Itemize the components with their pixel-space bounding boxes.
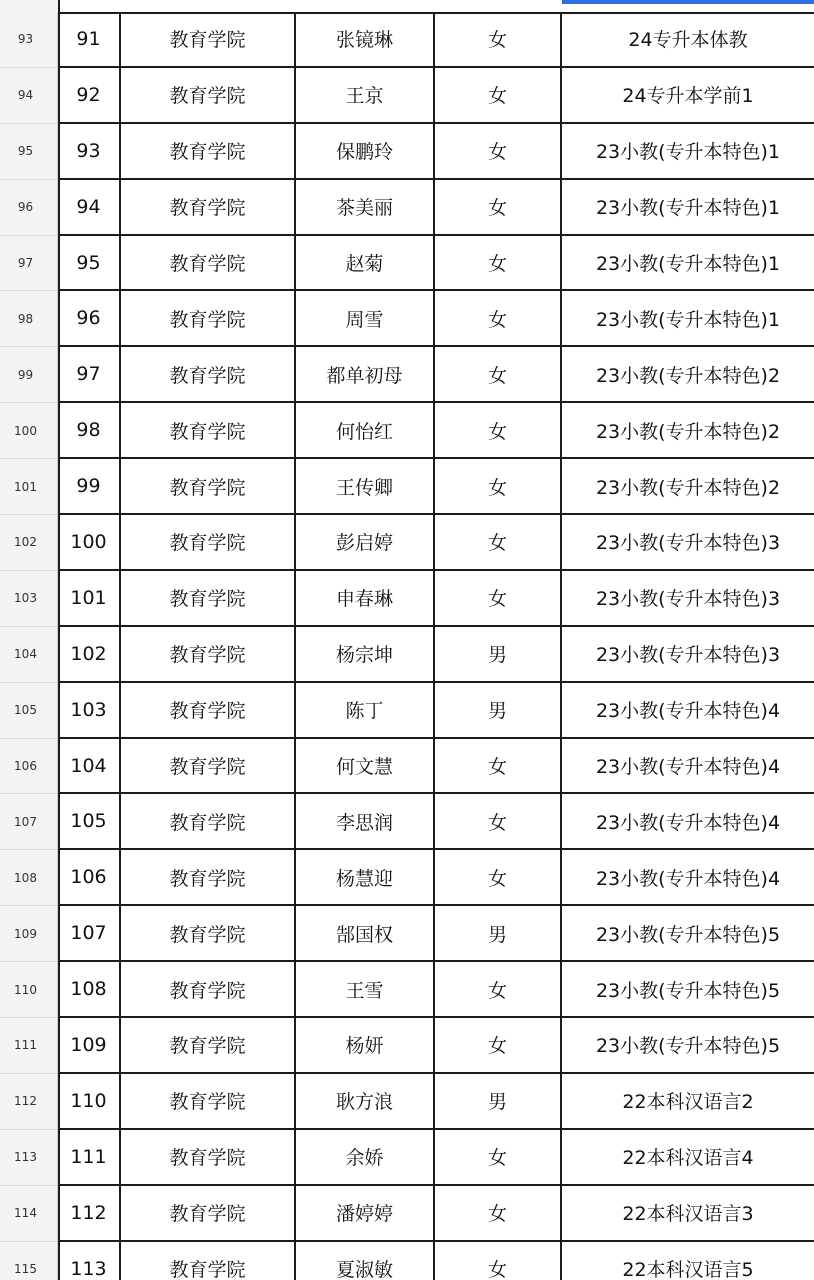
- row-number-header[interactable]: 102: [0, 515, 58, 571]
- row-number-header[interactable]: 112: [0, 1074, 58, 1130]
- gender-cell[interactable]: 女: [435, 515, 562, 571]
- class-cell[interactable]: 24专升本体教: [562, 12, 814, 68]
- row-number-header[interactable]: 109: [0, 906, 58, 962]
- gender-cell[interactable]: 女: [435, 1018, 562, 1074]
- name-cell[interactable]: 余娇: [296, 1130, 435, 1186]
- college-cell[interactable]: 教育学院: [121, 850, 296, 906]
- seq-cell[interactable]: 99: [58, 459, 121, 515]
- gender-cell[interactable]: 女: [435, 347, 562, 403]
- row-number-header[interactable]: 106: [0, 739, 58, 795]
- name-cell[interactable]: 郜国权: [296, 906, 435, 962]
- gender-cell[interactable]: 女: [435, 124, 562, 180]
- gender-cell[interactable]: 女: [435, 12, 562, 68]
- name-cell[interactable]: 何文慧: [296, 739, 435, 795]
- gender-cell[interactable]: 女: [435, 850, 562, 906]
- seq-cell[interactable]: 103: [58, 683, 121, 739]
- name-cell[interactable]: 夏淑敏: [296, 1242, 435, 1280]
- class-cell[interactable]: 23小教(专升本特色)4: [562, 739, 814, 795]
- table-row[interactable]: [0, 683, 814, 739]
- table-row[interactable]: [0, 1074, 814, 1130]
- seq-cell[interactable]: 101: [58, 571, 121, 627]
- seq-cell[interactable]: 92: [58, 68, 121, 124]
- name-cell[interactable]: 彭启婷: [296, 515, 435, 571]
- table-row[interactable]: [0, 291, 814, 347]
- row-number-header[interactable]: 101: [0, 459, 58, 515]
- gender-cell[interactable]: 女: [435, 962, 562, 1018]
- seq-cell[interactable]: 105: [58, 794, 121, 850]
- class-cell[interactable]: 23小教(专升本特色)3: [562, 627, 814, 683]
- table-row[interactable]: [0, 1130, 814, 1186]
- class-cell[interactable]: 23小教(专升本特色)4: [562, 850, 814, 906]
- class-cell[interactable]: 22本科汉语言4: [562, 1130, 814, 1186]
- seq-cell[interactable]: 107: [58, 906, 121, 962]
- gender-cell[interactable]: 男: [435, 627, 562, 683]
- college-cell[interactable]: 教育学院: [121, 403, 296, 459]
- class-cell[interactable]: 23小教(专升本特色)1: [562, 236, 814, 292]
- seq-cell[interactable]: 94: [58, 180, 121, 236]
- row-number-header[interactable]: 100: [0, 403, 58, 459]
- row-number-header[interactable]: 115: [0, 1242, 58, 1280]
- college-cell[interactable]: 教育学院: [121, 906, 296, 962]
- corner-cell[interactable]: [0, 0, 59, 12]
- class-cell[interactable]: 23小教(专升本特色)5: [562, 906, 814, 962]
- seq-cell[interactable]: 110: [58, 1074, 121, 1130]
- row-number-header[interactable]: 98: [0, 291, 58, 347]
- name-cell[interactable]: 申春琳: [296, 571, 435, 627]
- name-cell[interactable]: 赵菊: [296, 236, 435, 292]
- table-left-border: [58, 0, 60, 1280]
- class-cell[interactable]: 23小教(专升本特色)1: [562, 124, 814, 180]
- seq-cell[interactable]: 102: [58, 627, 121, 683]
- college-cell[interactable]: 教育学院: [121, 236, 296, 292]
- row-number-header[interactable]: 99: [0, 347, 58, 403]
- seq-cell[interactable]: 91: [58, 12, 121, 68]
- row-number-header[interactable]: 108: [0, 850, 58, 906]
- table-row[interactable]: [0, 459, 814, 515]
- college-cell[interactable]: 教育学院: [121, 571, 296, 627]
- table-body: [0, 12, 814, 1280]
- table-row[interactable]: [0, 906, 814, 962]
- row-number-header[interactable]: 94: [0, 68, 58, 124]
- class-cell[interactable]: 22本科汉语言2: [562, 1074, 814, 1130]
- table-row[interactable]: [0, 1242, 814, 1280]
- class-cell[interactable]: 24专升本学前1: [562, 68, 814, 124]
- seq-cell[interactable]: 111: [58, 1130, 121, 1186]
- table-row[interactable]: [0, 180, 814, 236]
- row-number-header[interactable]: 104: [0, 627, 58, 683]
- college-cell[interactable]: 教育学院: [121, 962, 296, 1018]
- name-cell[interactable]: 杨妍: [296, 1018, 435, 1074]
- college-cell[interactable]: 教育学院: [121, 1074, 296, 1130]
- class-cell[interactable]: 22本科汉语言3: [562, 1186, 814, 1242]
- gender-cell[interactable]: 女: [435, 794, 562, 850]
- table-row[interactable]: [0, 962, 814, 1018]
- gender-cell[interactable]: 男: [435, 683, 562, 739]
- gender-cell[interactable]: 男: [435, 906, 562, 962]
- seq-cell[interactable]: 97: [58, 347, 121, 403]
- class-cell[interactable]: 23小教(专升本特色)1: [562, 180, 814, 236]
- name-cell[interactable]: 何怡红: [296, 403, 435, 459]
- row-number-header[interactable]: 96: [0, 180, 58, 236]
- class-cell[interactable]: 23小教(专升本特色)4: [562, 683, 814, 739]
- seq-cell[interactable]: 112: [58, 1186, 121, 1242]
- college-cell[interactable]: 教育学院: [121, 627, 296, 683]
- name-cell[interactable]: 都单初母: [296, 347, 435, 403]
- table-row[interactable]: [0, 236, 814, 292]
- college-cell[interactable]: 教育学院: [121, 1130, 296, 1186]
- name-cell[interactable]: 杨宗坤: [296, 627, 435, 683]
- row-number-header[interactable]: 111: [0, 1018, 58, 1074]
- college-cell[interactable]: 教育学院: [121, 68, 296, 124]
- name-cell[interactable]: 保鹏玲: [296, 124, 435, 180]
- college-cell[interactable]: 教育学院: [121, 347, 296, 403]
- gender-cell[interactable]: 男: [435, 1074, 562, 1130]
- table-row[interactable]: [0, 627, 814, 683]
- gender-cell[interactable]: 女: [435, 459, 562, 515]
- table-row[interactable]: [0, 124, 814, 180]
- college-cell[interactable]: 教育学院: [121, 683, 296, 739]
- college-cell[interactable]: 教育学院: [121, 124, 296, 180]
- college-cell[interactable]: 教育学院: [121, 1242, 296, 1280]
- table-row[interactable]: [0, 1018, 814, 1074]
- gender-cell[interactable]: 女: [435, 1242, 562, 1280]
- class-cell[interactable]: 23小教(专升本特色)1: [562, 291, 814, 347]
- class-cell[interactable]: 23小教(专升本特色)5: [562, 1018, 814, 1074]
- name-cell[interactable]: 杨慧迎: [296, 850, 435, 906]
- class-cell[interactable]: 22本科汉语言5: [562, 1242, 814, 1280]
- name-cell[interactable]: 王雪: [296, 962, 435, 1018]
- seq-cell[interactable]: 93: [58, 124, 121, 180]
- gender-cell[interactable]: 女: [435, 1186, 562, 1242]
- class-cell[interactable]: 23小教(专升本特色)2: [562, 347, 814, 403]
- gender-cell[interactable]: 女: [435, 739, 562, 795]
- row-number-header[interactable]: 97: [0, 236, 58, 292]
- class-cell[interactable]: 23小教(专升本特色)2: [562, 403, 814, 459]
- row-number-header[interactable]: 110: [0, 962, 58, 1018]
- college-cell[interactable]: 教育学院: [121, 180, 296, 236]
- table-row[interactable]: [0, 850, 814, 906]
- seq-cell[interactable]: 109: [58, 1018, 121, 1074]
- college-cell[interactable]: 教育学院: [121, 12, 296, 68]
- college-cell[interactable]: 教育学院: [121, 1018, 296, 1074]
- gender-cell[interactable]: 女: [435, 1130, 562, 1186]
- table-row[interactable]: [0, 515, 814, 571]
- table-row[interactable]: [0, 571, 814, 627]
- college-cell[interactable]: 教育学院: [121, 459, 296, 515]
- college-cell[interactable]: 教育学院: [121, 1186, 296, 1242]
- seq-cell[interactable]: 95: [58, 236, 121, 292]
- college-cell[interactable]: 教育学院: [121, 291, 296, 347]
- table-row[interactable]: [0, 347, 814, 403]
- row-number-header[interactable]: 93: [0, 12, 58, 68]
- table-row[interactable]: [0, 68, 814, 124]
- seq-cell[interactable]: 104: [58, 739, 121, 795]
- seq-cell[interactable]: 96: [58, 291, 121, 347]
- class-cell[interactable]: 23小教(专升本特色)3: [562, 571, 814, 627]
- name-cell[interactable]: 耿方浪: [296, 1074, 435, 1130]
- name-cell[interactable]: 茶美丽: [296, 180, 435, 236]
- seq-cell[interactable]: 106: [58, 850, 121, 906]
- row-number-header[interactable]: 107: [0, 794, 58, 850]
- table-row[interactable]: [0, 794, 814, 850]
- college-cell[interactable]: 教育学院: [121, 794, 296, 850]
- gender-cell[interactable]: 女: [435, 291, 562, 347]
- selected-column-indicator: [562, 0, 814, 4]
- class-cell[interactable]: 23小教(专升本特色)2: [562, 459, 814, 515]
- row-number-header[interactable]: 114: [0, 1186, 58, 1242]
- gender-cell[interactable]: 女: [435, 236, 562, 292]
- college-cell[interactable]: 教育学院: [121, 739, 296, 795]
- name-cell[interactable]: 王京: [296, 68, 435, 124]
- gender-cell[interactable]: 女: [435, 68, 562, 124]
- gender-cell[interactable]: 女: [435, 571, 562, 627]
- table-row[interactable]: [0, 1186, 814, 1242]
- row-number-header[interactable]: 103: [0, 571, 58, 627]
- seq-cell[interactable]: 113: [58, 1242, 121, 1280]
- seq-cell[interactable]: 98: [58, 403, 121, 459]
- table-row[interactable]: [0, 12, 814, 68]
- name-cell[interactable]: 李思润: [296, 794, 435, 850]
- name-cell[interactable]: 潘婷婷: [296, 1186, 435, 1242]
- class-cell[interactable]: 23小教(专升本特色)3: [562, 515, 814, 571]
- class-cell[interactable]: 23小教(专升本特色)5: [562, 962, 814, 1018]
- row-number-header[interactable]: 95: [0, 124, 58, 180]
- name-cell[interactable]: 王传卿: [296, 459, 435, 515]
- name-cell[interactable]: 张镜琳: [296, 12, 435, 68]
- row-number-header[interactable]: 113: [0, 1130, 58, 1186]
- gender-cell[interactable]: 女: [435, 403, 562, 459]
- table-row[interactable]: [0, 403, 814, 459]
- gender-cell[interactable]: 女: [435, 180, 562, 236]
- class-cell[interactable]: 23小教(专升本特色)4: [562, 794, 814, 850]
- seq-cell[interactable]: 108: [58, 962, 121, 1018]
- row-number-header[interactable]: 105: [0, 683, 58, 739]
- name-cell[interactable]: 周雪: [296, 291, 435, 347]
- college-cell[interactable]: 教育学院: [121, 515, 296, 571]
- table-row[interactable]: [0, 739, 814, 795]
- seq-cell[interactable]: 100: [58, 515, 121, 571]
- name-cell[interactable]: 陈丁: [296, 683, 435, 739]
